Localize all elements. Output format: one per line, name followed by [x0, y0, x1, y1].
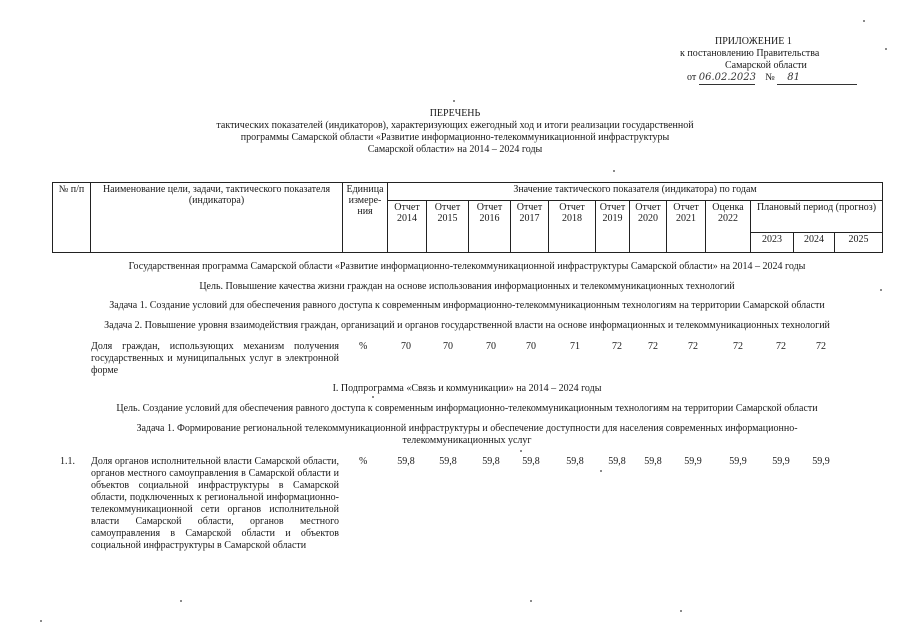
subprogram-task-1: Задача 1. Формирование региональной телекоммуникационной инфраструктуры и обеспечение доступности для населения современных информационно- телекоммуникационных услуг	[136, 423, 798, 446]
value-2023: 59,9	[772, 456, 790, 467]
header-year-2017: Отчет 2017	[511, 201, 549, 253]
value-2020: 72	[648, 341, 658, 352]
date-prefix: от	[687, 72, 697, 83]
number-prefix: №	[765, 72, 775, 83]
value-2019: 59,8	[608, 456, 626, 467]
indicator-table-header	[52, 182, 883, 253]
value-2015: 59,8	[439, 456, 457, 467]
appendix-date-line	[687, 72, 900, 85]
value-2021: 59,9	[684, 456, 702, 467]
scan-speck	[40, 620, 42, 622]
indicator-values	[0, 456, 905, 468]
indicator-unit: %	[359, 456, 368, 467]
header-year-2020: Отчет 2020	[630, 201, 667, 253]
value-2024: 59,9	[812, 456, 830, 467]
subprogram-goal: Цель. Создание условий для обеспечения равного доступа к современным информационно-телекоммуникационным технологиям на территории Самарской области	[116, 403, 818, 414]
header-plan-2025: 2025	[835, 233, 883, 253]
program-goal: Цель. Повышение качества жизни граждан на основе использования информационных и телекоммуникационных технологий	[199, 281, 735, 292]
header-year-2018: Отчет 2018	[549, 201, 596, 253]
scan-speck	[180, 600, 182, 602]
value-2024: 72	[816, 341, 826, 352]
header-year-2019: Отчет 2019	[596, 201, 630, 253]
value-2022: 59,9	[729, 456, 747, 467]
header-values: Значение тактического показателя (индикатора) по годам	[388, 183, 883, 201]
header-plan-period: Плановый период (прогноз)	[751, 201, 883, 233]
title-heading: ПЕРЕЧЕНЬ	[429, 108, 481, 119]
value-2018: 71	[570, 341, 580, 352]
scan-speck	[520, 450, 522, 452]
header-year-2014: Отчет 2014	[388, 201, 427, 253]
scan-speck	[600, 470, 602, 472]
indicator-number: 1.1.	[60, 456, 75, 467]
value-2016: 70	[486, 341, 496, 352]
value-2023: 72	[776, 341, 786, 352]
appendix-block	[640, 36, 900, 85]
scan-speck	[885, 48, 887, 50]
appendix-title: ПРИЛОЖЕНИЕ 1	[715, 36, 792, 47]
handwritten-number: 81	[777, 72, 857, 85]
scan-speck	[372, 396, 374, 398]
header-plan-2024: 2024	[794, 233, 835, 253]
handwritten-date: 06.02.2023	[698, 72, 757, 83]
document-title	[150, 108, 760, 156]
indicator-name: Доля органов исполнительной власти Самарской области, органов местного самоуправления в Самарской области и объектов социальной инфраструктуры в Самарской области, подключенных к региональной информационно-телекоммуникационной сети органов исполнительной власти Самарской области, органов местного самоуправления в Самарской области и объектов социальной инфраструктуры в Самарской области	[91, 456, 339, 551]
scan-speck	[863, 20, 865, 22]
header-num: № п/п	[53, 183, 91, 253]
header-year-2021: Отчет 2021	[667, 201, 706, 253]
program-task-2: Задача 2. Повышение уровня взаимодействия граждан, организаций и органов государственной власти на основе информационных и телекоммуникационных технологий	[104, 320, 830, 331]
scan-speck	[680, 610, 682, 612]
indicator-unit: %	[359, 341, 368, 352]
header-year-2015: Отчет 2015	[427, 201, 469, 253]
appendix-region: Самарской области	[725, 60, 807, 71]
scan-speck	[530, 600, 532, 602]
program-title: Государственная программа Самарской области «Развитие информационно-телекоммуникационной инфраструктуры Самарской области» на 2014 – 2024 годы	[128, 261, 806, 272]
indicator-name: Доля граждан, использующих механизм получения государственных и муниципальных услуг в электронной форме	[91, 341, 339, 376]
header-plan-2023: 2023	[751, 233, 794, 253]
header-unit: Единица измере-ния	[343, 183, 388, 253]
subprogram-title: I. Подпрограмма «Связь и коммуникации» на 2014 – 2024 годы	[332, 383, 602, 394]
title-line-3: программы Самарской области «Развитие информационно-телекоммуникационной инфраструктуры	[240, 132, 670, 143]
value-2014: 59,8	[397, 456, 415, 467]
appendix-decree: к постановлению Правительства	[680, 48, 820, 59]
header-year-2022: Оценка 2022	[706, 201, 751, 253]
scan-speck	[613, 170, 615, 172]
value-2017: 70	[526, 341, 536, 352]
header-year-2016: Отчет 2016	[469, 201, 511, 253]
value-2021: 72	[688, 341, 698, 352]
scan-speck	[880, 289, 882, 291]
scan-speck	[453, 100, 455, 102]
title-line-4: Самарской области» на 2014 – 2024 годы	[367, 144, 543, 155]
indicator-values	[0, 341, 905, 353]
value-2015: 70	[443, 341, 453, 352]
program-task-1: Задача 1. Создание условий для обеспечения равного доступа к современным информационно-телекоммуникационным технологиям на территории Самарской области	[109, 300, 825, 311]
title-line-2: тактических показателей (индикаторов), характеризующих ежегодный ход и итоги реализации государственной	[216, 120, 694, 131]
header-name: Наименование цели, задачи, тактического показателя (индикатора)	[91, 183, 343, 253]
value-2018: 59,8	[566, 456, 584, 467]
value-2019: 72	[612, 341, 622, 352]
value-2016: 59,8	[482, 456, 500, 467]
value-2020: 59,8	[644, 456, 662, 467]
value-2014: 70	[401, 341, 411, 352]
value-2017: 59,8	[522, 456, 540, 467]
value-2022: 72	[733, 341, 743, 352]
